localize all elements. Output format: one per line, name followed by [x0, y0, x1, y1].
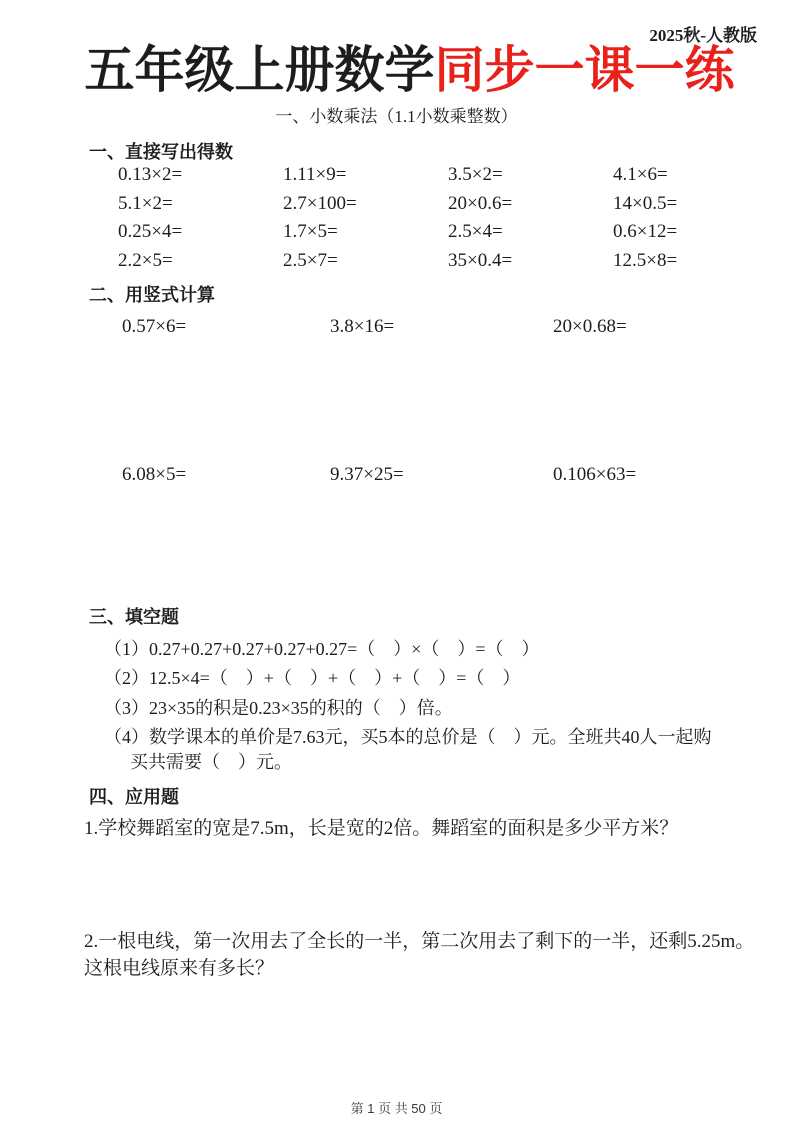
page-title-black: 五年级上册数学	[84, 42, 435, 98]
fill-blank-item-4-line1: （4）数学课本的单价是7.63元，买5本的总价是（ ）元。全班共40人一起购	[104, 727, 712, 747]
calc-problem: 6.08×5=	[122, 464, 187, 485]
section2-heading: 二、用竖式计算	[89, 285, 215, 305]
fill-blank-item-4-line2: 买共需要（ ）元。	[130, 752, 292, 772]
oral-problem: 12.5×8=	[613, 250, 678, 272]
oral-problem: 2.2×5=	[118, 250, 173, 272]
page-title	[0, 40, 793, 100]
word-problem-2-line1: 2.一根电线，第一次用去了全长的一半，第二次用去了剩下的一半，还剩5.25m。	[84, 931, 755, 952]
oral-problem: 2.5×7=	[283, 250, 338, 272]
oral-problem: 1.11×9=	[283, 164, 347, 185]
oral-problem: 1.7×5=	[283, 221, 338, 243]
oral-problem: 2.5×4=	[448, 221, 503, 243]
oral-problem: 0.13×2=	[118, 164, 183, 185]
oral-problem: 35×0.4=	[448, 250, 513, 272]
oral-problem: 5.1×2=	[118, 192, 173, 214]
lesson-subtitle: 一、小数乘法（1.1小数乘整数）	[275, 107, 518, 126]
section3-heading: 三、填空题	[89, 607, 179, 627]
page-number-footer: 第 1 页 共 50 页	[350, 1101, 443, 1116]
oral-problem: 0.6×12=	[613, 221, 678, 243]
word-problem-2-line2: 这根电线原来有多长？	[84, 958, 275, 979]
word-problem-1: 1.学校舞蹈室的宽是7.5m，长是宽的2倍。舞蹈室的面积是多少平方米？	[84, 818, 679, 839]
oral-problem: 0.25×4=	[118, 221, 183, 243]
fill-blank-item-3: （3）23×35的积是0.23×35的积的（ ）倍。	[104, 698, 453, 718]
edition-label: 2025秋-人教版	[649, 26, 757, 45]
oral-problem: 20×0.6=	[448, 192, 513, 214]
oral-problem: 2.7×100=	[283, 192, 357, 214]
fill-blank-item-1: （1）0.27+0.27+0.27+0.27+0.27=（ ）×（ ）=（ ）	[104, 639, 540, 659]
section4-heading: 四、应用题	[89, 787, 179, 807]
oral-problems-grid	[118, 161, 778, 276]
calc-problem: 0.57×6=	[122, 316, 187, 337]
oral-problem: 4.1×6=	[613, 164, 668, 185]
calc-problem: 3.8×16=	[330, 316, 395, 337]
column-calc-row	[0, 315, 793, 339]
column-calc-row	[0, 463, 793, 487]
oral-problem: 14×0.5=	[613, 192, 678, 214]
section1-heading: 一、直接写出得数	[89, 142, 233, 162]
oral-problem: 3.5×2=	[448, 164, 503, 185]
fill-blank-item-2: （2）12.5×4=（ ）+（ ）+（ ）+（ ）=（ ）	[104, 668, 521, 688]
calc-problem: 9.37×25=	[330, 464, 404, 485]
page-title-red: 同步一课一练	[434, 42, 735, 98]
calc-problem: 20×0.68=	[553, 316, 627, 337]
calc-problem: 0.106×63=	[553, 464, 637, 485]
